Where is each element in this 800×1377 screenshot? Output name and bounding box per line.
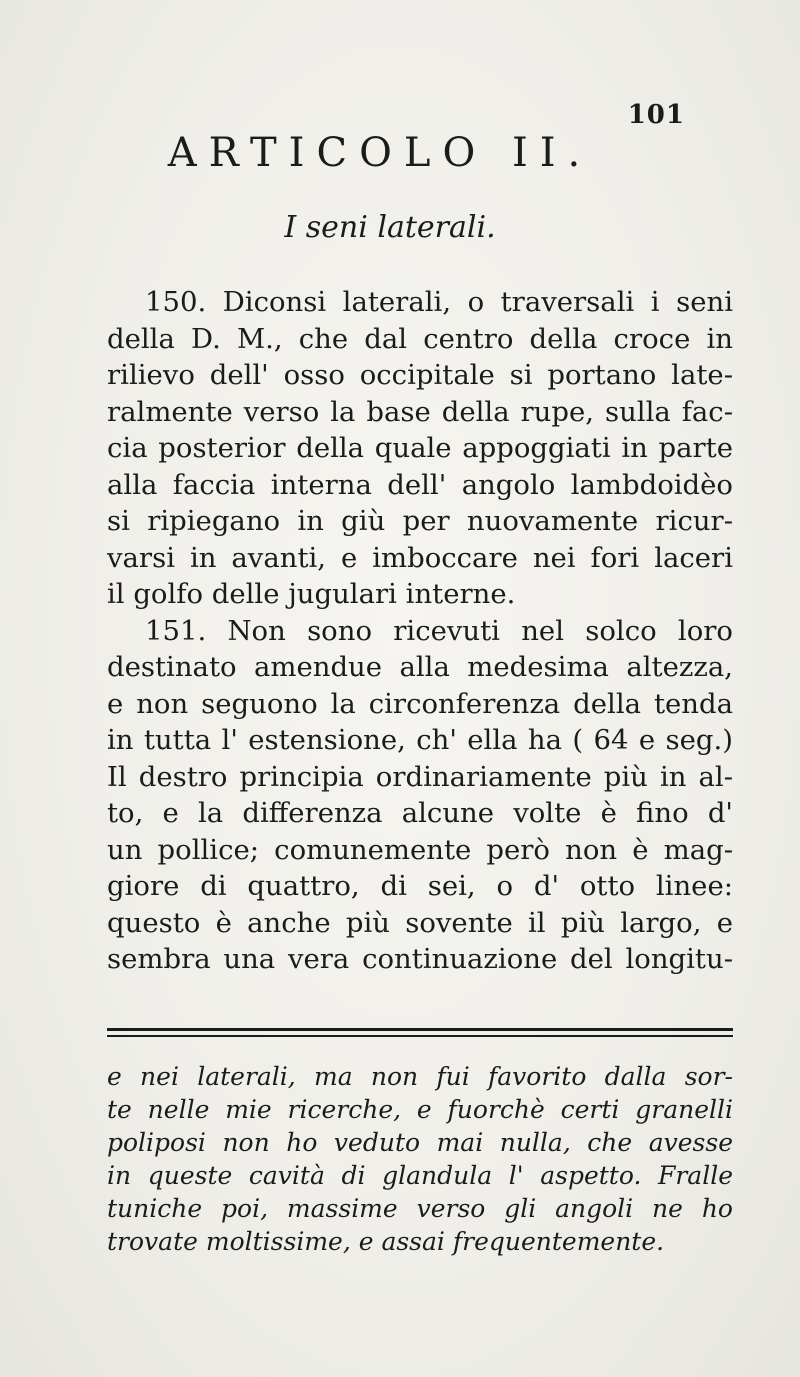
text-line: 150. Diconsi laterali, o traversali i seni xyxy=(145,286,733,318)
separator-rule-bottom xyxy=(107,1035,733,1037)
text-line: questo è anche più sovente il più largo, e xyxy=(107,906,733,939)
article-heading: ARTICOLO II. xyxy=(167,130,593,176)
text-line: Il destro principia ordinariamente più in al- xyxy=(107,760,733,793)
footnote-line: te nelle mie ricerche, e fuorchè certi granelli xyxy=(107,1095,733,1124)
text-line: in tutta l' estensione, ch' ella ha ( 64 e seg.) xyxy=(107,724,733,756)
text-line: e non seguono la circonferenza della tenda xyxy=(107,687,733,720)
footnote-line: poliposi non ho veduto mai nulla, che avesse xyxy=(107,1128,733,1157)
section-subtitle: I seni laterali. xyxy=(284,210,496,245)
body-text xyxy=(107,284,733,978)
footnote-line: e nei laterali, ma non fui favorito dalla sor- xyxy=(107,1062,733,1091)
footnote-line: in queste cavità di glandula l' aspetto. Fralle xyxy=(107,1161,733,1190)
text-line: della D. M., che dal centro della croce in xyxy=(107,322,733,355)
text-line: cia posterior della quale appoggiati in parte xyxy=(107,432,733,464)
footnote xyxy=(107,1060,733,1258)
text-line: 151. Non sono ricevuti nel solco loro xyxy=(145,614,733,647)
text-line: alla faccia interna dell' angolo lambdoidèo xyxy=(107,468,733,501)
footnote-line: tuniche poi, massime verso gli angoli ne ho xyxy=(107,1194,733,1223)
text-line: destinato amendue alla medesima altezza, xyxy=(107,651,733,683)
footnote-line: trovate moltissime, e assai frequentemente. xyxy=(107,1227,665,1256)
text-line: si ripiegano in giù per nuovamente ricur- xyxy=(107,505,733,537)
footnote-separator xyxy=(107,1028,733,1041)
text-line: ralmente verso la base della rupe, sulla fac- xyxy=(107,395,733,428)
text-line: rilievo dell' osso occipitale si portano late- xyxy=(107,359,733,391)
text-line: giore di quattro, di sei, o d' otto linee: xyxy=(107,870,733,902)
separator-rule-top xyxy=(107,1028,733,1031)
text-line: il golfo delle jugulari interne. xyxy=(107,578,516,610)
text-line: to, e la differenza alcune volte è fino d' xyxy=(107,797,733,829)
text-line: un pollice; comunemente però non è mag- xyxy=(107,833,733,866)
text-line: varsi in avanti, e imboccare nei fori laceri xyxy=(107,541,733,574)
text-line: sembra una vera continuazione del longitu- xyxy=(107,943,733,975)
page-number: 101 xyxy=(627,100,685,130)
